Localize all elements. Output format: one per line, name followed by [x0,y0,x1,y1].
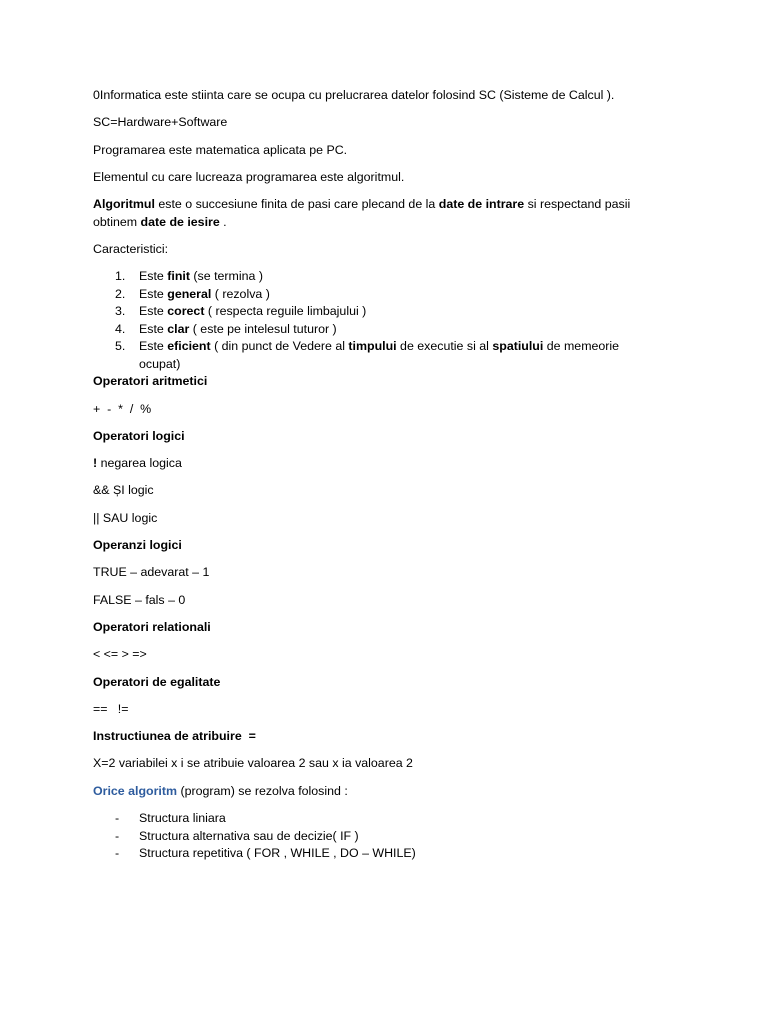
term-date-iesire: date de iesire [140,214,220,229]
list-text: de executie si al [396,339,493,354]
list-text: ( rezolva ) [211,286,270,301]
orice-algoritm-text: (program) se rezolva folosind : [177,783,348,798]
atribuire-example: X=2 variabilei x i se atribuie valoarea 2 sau x ia valoarea 2 [93,756,413,771]
list-bold-term: timpului [348,339,397,354]
list-bold-term: finit [167,269,190,284]
list-number: 1. [115,269,126,284]
list-number: 5. [115,339,126,354]
list-number: 3. [115,304,126,319]
heading-text: Operanzi logici [93,538,182,553]
list-bold-term: eficient [167,339,211,354]
list-text: Este [139,269,168,284]
dash-bullet: - [115,811,120,826]
list-item [93,338,653,373]
structuri-list [93,810,653,863]
true-line: TRUE – adevarat – 1 [93,565,210,580]
list-item [93,828,653,846]
paragraph-informatica: 0Informatica este stiinta care se ocupa cu prelucrarea datelor folosind SC (Sisteme de Calcul ). [93,88,615,102]
or-line: || SAU logic [93,510,158,525]
heading-operatori-aritmetici [93,373,653,391]
heading-operanzi-logici [93,537,653,555]
false-line: FALSE – fals – 0 [93,592,186,607]
paragraph-programarea: Programarea este matematica aplicata pe PC. [93,142,348,157]
operatori-relationali-line: < <= > => [93,647,147,662]
list-text: Este [139,321,168,336]
heading-text: Operatori relationali [93,619,211,634]
list-text: ( din punct de Vedere al [210,339,349,354]
algo-text-2: si respectand pasii obtinem [93,197,631,229]
list-item [93,810,653,828]
list-text: (se termina ) [189,269,263,284]
term-date-intrare: date de intrare [438,197,525,212]
paragraph-elementul: Elementul cu care lucreaza programarea este algoritmul. [93,169,405,184]
algo-text-3: . [219,214,227,229]
list-item [93,303,653,321]
list-text: ( este pe intelesul tuturor ) [189,321,337,336]
paragraph-sc: SC=Hardware+Software [93,115,228,130]
list-text: Este [139,339,168,354]
heading-text: Operatori de egalitate [93,674,221,689]
paragraph-algoritmul [93,196,653,231]
dash-bullet: - [115,846,120,861]
heading-text: Operatori logici [93,428,185,443]
list-text: Este [139,304,168,319]
caracteristici-list [93,268,653,373]
list-text: Este [139,286,168,301]
list-bold-term: spatiului [492,339,544,354]
negare-line [93,455,653,473]
list-bold-term: corect [167,304,205,319]
list-number: 4. [115,321,126,336]
list-text: ( respecta reguile limbajului ) [204,304,367,319]
list-bold-term: general [167,286,212,301]
list-item [93,845,653,863]
algo-text-1: este o succesiune finita de pasi care plecand de la [154,197,439,212]
heading-text: Operatori aritmetici [93,374,208,389]
operatori-egalitate-line: == != [93,701,129,716]
list-bold-term: clar [167,321,190,336]
list-text: Structura liniara [139,811,226,826]
list-number: 2. [115,286,126,301]
list-text: Structura alternativa sau de decizie( IF ) [139,828,359,843]
dash-bullet: - [115,828,120,843]
list-item [93,286,653,304]
paragraph-orice-algoritm [93,783,653,801]
list-item [93,321,653,339]
negation-symbol: ! [93,456,98,471]
orice-algoritm-term: Orice algoritm [93,783,178,798]
document-body [93,87,653,863]
negation-text: negarea logica [97,456,182,471]
list-text: de memeorie ocupat) [139,339,620,371]
list-item [93,268,653,286]
heading-instructiunea-atribuire [93,728,653,746]
term-algoritmul: Algoritmul [93,197,155,212]
heading-operatori-relationali [93,619,653,637]
caracteristici-label: Caracteristici: [93,241,169,256]
and-line: && ȘI logic [93,483,154,498]
heading-operatori-egalitate [93,674,653,692]
operatori-aritmetici-line: + - * / % [93,401,152,416]
heading-operatori-logici [93,428,653,446]
heading-text: Instructiunea de atribuire [93,729,242,744]
heading-text-tail: = [241,729,256,744]
list-text: Structura repetitiva ( FOR , WHILE , DO – WHILE) [139,846,416,861]
